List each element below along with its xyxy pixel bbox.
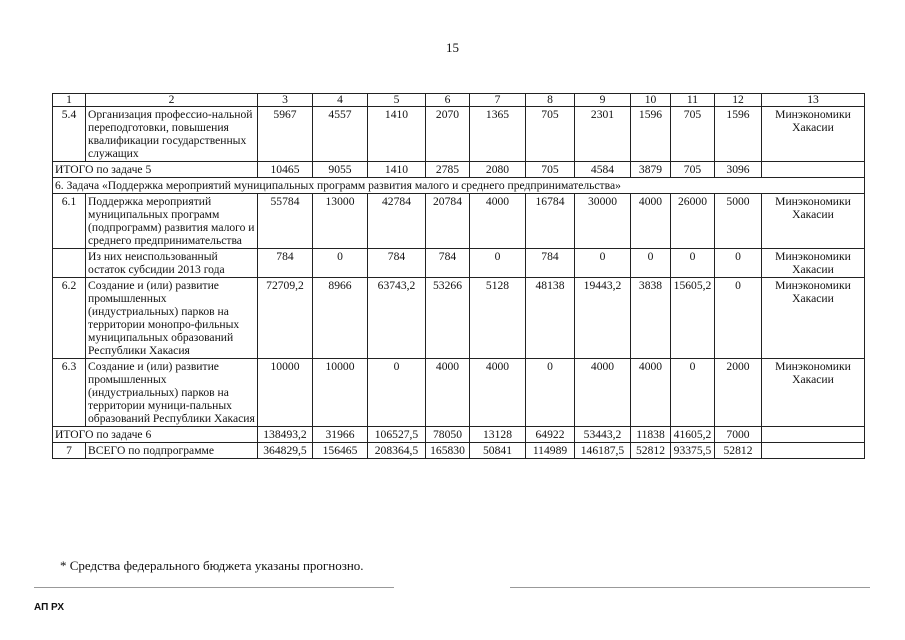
value-cell: 52812 (715, 443, 762, 459)
value-cell: 4000 (470, 194, 526, 249)
page-number: 15 (446, 40, 459, 55)
value-cell: 784 (368, 249, 426, 278)
executor-cell: Минэкономики Хакасии (762, 359, 865, 427)
value-cell: 0 (715, 249, 762, 278)
value-cell: 784 (258, 249, 313, 278)
value-cell: 0 (526, 359, 575, 427)
value-cell: 41605,2 (671, 427, 715, 443)
header-cell: 7 (470, 94, 526, 107)
footer-divider-right (510, 587, 870, 588)
value-cell: 5000 (715, 194, 762, 249)
value-cell: 2301 (575, 107, 631, 162)
value-cell: 10000 (313, 359, 368, 427)
header-cell: 11 (671, 94, 715, 107)
value-cell: 2000 (715, 359, 762, 427)
header-cell: 10 (631, 94, 671, 107)
value-cell: 8966 (313, 278, 368, 359)
value-cell: 1596 (715, 107, 762, 162)
executor-cell: Минэкономики Хакасии (762, 194, 865, 249)
value-cell: 1596 (631, 107, 671, 162)
header-cell: 1 (53, 94, 86, 107)
budget-table (52, 93, 865, 459)
value-cell: 30000 (575, 194, 631, 249)
value-cell: 19443,2 (575, 278, 631, 359)
value-cell: 106527,5 (368, 427, 426, 443)
value-cell: 26000 (671, 194, 715, 249)
executor-cell: Минэкономики Хакасии (762, 249, 865, 278)
value-cell: 0 (671, 249, 715, 278)
value-cell: 0 (470, 249, 526, 278)
total-label: ИТОГО по задаче 5 (53, 162, 258, 178)
value-cell: 364829,5 (258, 443, 313, 459)
value-cell: 138493,2 (258, 427, 313, 443)
section-title: 6. Задача «Поддержка мероприятий муниципальных программ развития малого и среднего предпринимательства» (53, 178, 865, 194)
footer-divider-left (34, 587, 394, 588)
row-description: Создание и (или) развитие промышленных (индустриальных) парков на территории монопро-фильных муниципальных образований Республики Хакасия (86, 278, 258, 359)
value-cell: 5967 (258, 107, 313, 162)
value-cell: 0 (368, 359, 426, 427)
value-cell: 55784 (258, 194, 313, 249)
value-cell: 1410 (368, 107, 426, 162)
value-cell: 2080 (470, 162, 526, 178)
value-cell: 16784 (526, 194, 575, 249)
value-cell: 78050 (426, 427, 470, 443)
value-cell: 705 (671, 107, 715, 162)
value-cell: 13000 (313, 194, 368, 249)
value-cell: 53443,2 (575, 427, 631, 443)
value-cell: 63743,2 (368, 278, 426, 359)
value-cell: 4000 (470, 359, 526, 427)
value-cell: 93375,5 (671, 443, 715, 459)
value-cell: 784 (526, 249, 575, 278)
value-cell: 20784 (426, 194, 470, 249)
value-cell: 50841 (470, 443, 526, 459)
value-cell: 53266 (426, 278, 470, 359)
header-cell: 13 (762, 94, 865, 107)
row-number: 5.4 (53, 107, 86, 162)
header-cell: 12 (715, 94, 762, 107)
value-cell: 0 (715, 278, 762, 359)
value-cell: 7000 (715, 427, 762, 443)
row-number: 6.1 (53, 194, 86, 249)
value-cell: 4557 (313, 107, 368, 162)
value-cell: 114989 (526, 443, 575, 459)
value-cell: 784 (426, 249, 470, 278)
value-cell: 4000 (631, 194, 671, 249)
value-cell: 0 (313, 249, 368, 278)
value-cell: 156465 (313, 443, 368, 459)
value-cell: 48138 (526, 278, 575, 359)
value-cell: 3879 (631, 162, 671, 178)
value-cell: 705 (526, 107, 575, 162)
value-cell: 52812 (631, 443, 671, 459)
header-cell: 2 (86, 94, 258, 107)
value-cell: 165830 (426, 443, 470, 459)
total-row (53, 427, 865, 443)
value-cell: 4000 (426, 359, 470, 427)
value-cell: 13128 (470, 427, 526, 443)
value-cell: 3096 (715, 162, 762, 178)
row-description: Поддержка мероприятий муниципальных программ (подпрограмм) развития малого и среднего предпринимательства (86, 194, 258, 249)
value-cell: 64922 (526, 427, 575, 443)
header-cell: 3 (258, 94, 313, 107)
value-cell: 4000 (631, 359, 671, 427)
header-cell: 8 (526, 94, 575, 107)
value-cell: 0 (631, 249, 671, 278)
total-row (53, 162, 865, 178)
archive-stamp: АП РХ (34, 602, 65, 613)
value-cell: 705 (671, 162, 715, 178)
row-number: 6.2 (53, 278, 86, 359)
row-description: Организация профессио-нальной переподготовки, повышения квалификации государственных служащих (86, 107, 258, 162)
value-cell: 42784 (368, 194, 426, 249)
header-row (53, 94, 865, 107)
section-row (53, 178, 865, 194)
value-cell: 31966 (313, 427, 368, 443)
value-cell: 146187,5 (575, 443, 631, 459)
row-number: 6.3 (53, 359, 86, 427)
value-cell: 0 (575, 249, 631, 278)
value-cell: 15605,2 (671, 278, 715, 359)
executor-cell: Минэкономики Хакасии (762, 278, 865, 359)
value-cell: 2785 (426, 162, 470, 178)
row-description: ВСЕГО по подпрограмме (86, 443, 258, 459)
table-row (53, 443, 865, 459)
value-cell: 4584 (575, 162, 631, 178)
value-cell: 72709,2 (258, 278, 313, 359)
value-cell: 1365 (470, 107, 526, 162)
table-row (53, 359, 865, 427)
table-row (53, 278, 865, 359)
header-cell: 9 (575, 94, 631, 107)
value-cell: 705 (526, 162, 575, 178)
header-cell: 4 (313, 94, 368, 107)
header-cell: 5 (368, 94, 426, 107)
total-label: ИТОГО по задаче 6 (53, 427, 258, 443)
value-cell: 2070 (426, 107, 470, 162)
row-description: Создание и (или) развитие промышленных (индустриальных) парков на территории муници-пальных образований Республики Хакасия (86, 359, 258, 427)
table-row (53, 249, 865, 278)
executor-cell (762, 162, 865, 178)
footnote: * Средства федерального бюджета указаны прогнозно. (60, 558, 364, 573)
value-cell: 10465 (258, 162, 313, 178)
executor-cell (762, 443, 865, 459)
row-number: 7 (53, 443, 86, 459)
executor-cell (762, 427, 865, 443)
executor-cell: Минэкономики Хакасии (762, 107, 865, 162)
table-row (53, 107, 865, 162)
table-row (53, 194, 865, 249)
row-description: Из них неиспользованный остаток субсидии 2013 года (86, 249, 258, 278)
value-cell: 3838 (631, 278, 671, 359)
row-number (53, 249, 86, 278)
value-cell: 4000 (575, 359, 631, 427)
value-cell: 1410 (368, 162, 426, 178)
value-cell: 0 (671, 359, 715, 427)
value-cell: 10000 (258, 359, 313, 427)
value-cell: 208364,5 (368, 443, 426, 459)
value-cell: 5128 (470, 278, 526, 359)
value-cell: 11838 (631, 427, 671, 443)
header-cell: 6 (426, 94, 470, 107)
value-cell: 9055 (313, 162, 368, 178)
